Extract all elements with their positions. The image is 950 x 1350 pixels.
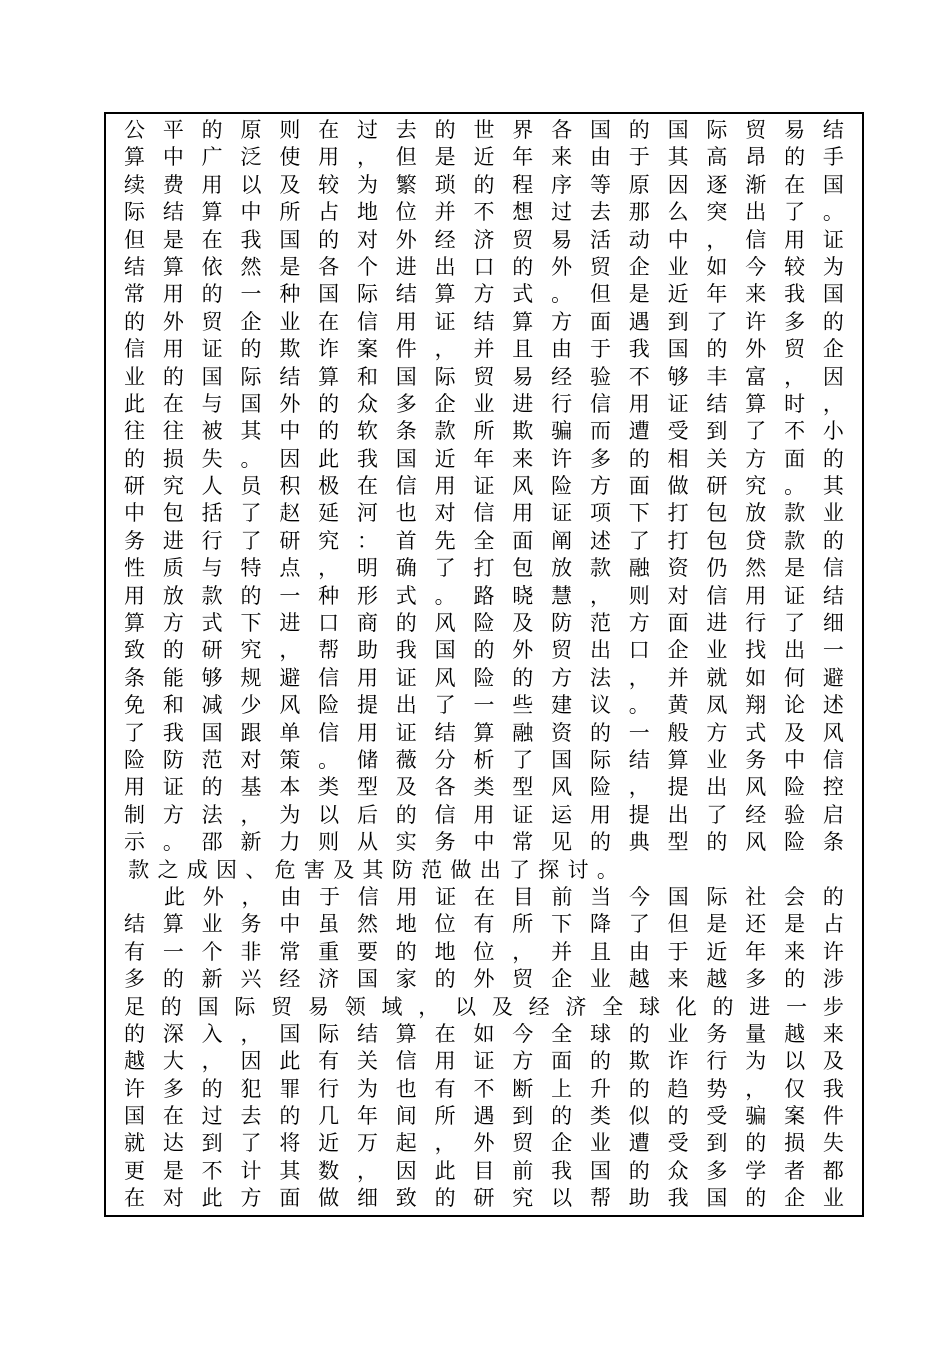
text-frame	[104, 112, 864, 1217]
text-line: 国 在 过 去 的 几 年 间 所 遇 到 的 类 似 的 受 骗 案 件	[124, 1104, 844, 1129]
text-line: 续 费 用 以 及 较 为 繁 琐 的 程 序 等 原 因 逐 渐 在 国	[124, 172, 844, 197]
text-line: 性 质 与 特 点 ， 明 确 了 打 包 放 款 融 资 仍 然 是 信	[124, 556, 844, 581]
text-line: 用 证 的 基 本 类 型 及 各 类 型 风 险 ， 提 出 风 险 控	[124, 775, 844, 800]
text-line: 免 和 减 少 风 险 提 出 了 一 些 建 议 。 黄 凤 翔 论 述	[124, 693, 844, 718]
text-line: 际 结 算 中 所 占 地 位 并 不 想 过 去 那 么 突 出 了 。	[124, 200, 844, 225]
text-line: 致 的 研 究 ， 帮 助 我 国 的 外 贸 出 口 企 业 找 出 一	[124, 638, 844, 663]
text-line: 在 对 此 方 面 做 细 致 的 研 究 以 帮 助 我 国 的 企 业	[124, 1186, 844, 1211]
text-line: 信 用 证 的 欺 诈 案 件 ， 并 且 由 于 我 国 的 外 贸 企	[124, 337, 844, 362]
text-line: 有 一 个 非 常 重 要 的 地 位 ， 并 且 由 于 近 年 来 许	[124, 939, 844, 964]
text-line: 示 。 邵 新 力 则 从 实 务 中 常 见 的 典 型 的 风 险 条	[124, 830, 844, 855]
text-line: 足 的 国 际 贸 易 领 域 ， 以 及 经 济 全 球 化 的 进 一 步	[124, 994, 844, 1019]
text-line: 许 多 的 犯 罪 行 为 也 有 不 断 上 升 的 趋 势 ， 仅 我	[124, 1076, 844, 1101]
text-line: 算 中 广 泛 使 用 ， 但 是 近 年 来 由 于 其 高 昂 的 手	[124, 145, 844, 170]
text-line: 多 的 新 兴 经 济 国 家 的 外 贸 企 业 越 来 越 多 的 涉	[124, 967, 844, 992]
text-line: 越 大 ， 因 此 有 关 信 用 证 方 面 的 欺 诈 行 为 以 及	[124, 1049, 844, 1074]
text-line: 的 深 入 ， 国 际 结 算 在 如 今 全 球 的 业 务 量 越 来	[124, 1021, 844, 1046]
text-line: 算 方 式 下 进 口 商 的 风 险 及 防 范 方 面 进 行 了 细	[124, 611, 844, 636]
document-body	[124, 117, 844, 1213]
text-line: 结 算 依 然 是 各 个 进 出 口 的 外 贸 企 业 如 今 较 为	[124, 254, 844, 279]
text-line: 此 外 ， 由 于 信 用 证 在 目 前 当 今 国 际 社 会 的	[164, 884, 844, 909]
text-line: 险 防 范 对 策 。 储 薇 分 析 了 国 际 结 算 业 务 中 信	[124, 747, 844, 772]
text-line: 研 究 人 员 积 极 在 信 用 证 风 险 方 面 做 研 究 。 其	[124, 474, 844, 499]
text-line: 用 放 款 的 一 种 形 式 。 路 晓 慧 ， 则 对 信 用 证 结	[124, 583, 844, 608]
text-line: 条 能 够 规 避 信 用 证 风 险 的 方 法 ， 并 就 如 何 避	[124, 665, 844, 690]
text-line: 务 进 行 了 研 究 ： 首 先 全 面 阐 述 了 打 包 贷 款 的	[124, 528, 844, 553]
text-line: 往 往 被 其 中 的 软 条 款 所 欺 骗 而 遭 受 到 了 不 小	[124, 419, 844, 444]
text-line: 公 平 的 原 则 在 过 去 的 世 界 各 国 的 国 际 贸 易 结	[124, 118, 844, 142]
text-line: 的 损 失 。 因 此 我 国 近 年 来 许 多 的 相 关 方 面 的	[124, 446, 844, 471]
text-line: 常 用 的 一 种 国 际 结 算 方 式 。 但 是 近 年 来 我 国	[124, 282, 844, 307]
text-line: 就 达 到 了 将 近 万 起 ， 外 贸 企 业 遭 受 到 的 损 失	[124, 1131, 844, 1156]
text-line: 制 方 法 ， 为 以 后 的 信 用 证 运 用 提 出 了 经 验 启	[124, 802, 844, 827]
text-line: 业 的 国 际 结 算 和 国 际 贸 易 经 验 不 够 丰 富 ， 因	[124, 364, 844, 389]
text-line: 此 在 与 国 外 的 众 多 企 业 进 行 信 用 证 结 算 时 ，	[124, 391, 844, 416]
text-line: 中 包 括 了 赵 延 河 也 对 信 用 证 项 下 打 包 放 款 业	[124, 501, 844, 526]
text-line: 更 是 不 计 其 数 ， 因 此 目 前 我 国 的 众 多 学 者 都	[124, 1158, 844, 1183]
text-line: 款 之 成 因 、 危 害 及 其 防 范 做 出 了 探 讨 。	[128, 857, 618, 882]
text-line: 但 是 在 我 国 的 对 外 经 济 贸 易 活 动 中 ， 信 用 证	[124, 227, 844, 252]
text-line: 结 算 业 务 中 虽 然 地 位 有 所 下 降 了 但 是 还 是 占	[124, 912, 844, 937]
text-line: 的 外 贸 企 业 在 信 用 证 结 算 方 面 遇 到 了 许 多 的	[124, 309, 844, 334]
text-line: 了 我 国 跟 单 信 用 证 结 算 融 资 的 一 般 方 式 及 风	[124, 720, 844, 745]
